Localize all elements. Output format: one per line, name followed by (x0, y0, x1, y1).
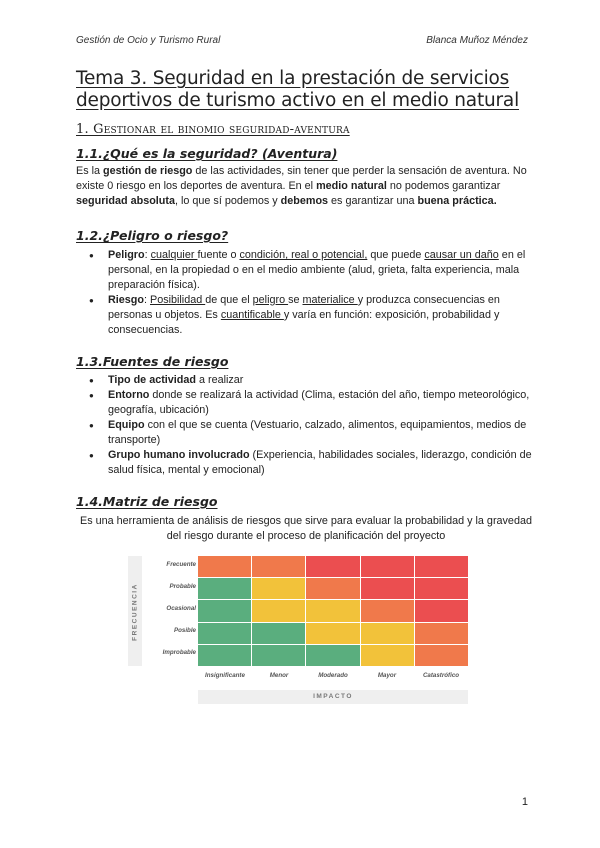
list-fuentes (76, 373, 536, 478)
list-item-fuente: ● Grupo humano involucrado (Experiencia, habilidades sociales, liderazgo, condición de salud física, mental y emocional) (76, 448, 536, 478)
matrix-cell-green (198, 600, 251, 621)
matrix-cell-green (306, 645, 359, 666)
matrix-cell-red (415, 578, 468, 599)
subheading-matriz: 1.4.Matriz de riesgo (76, 494, 218, 509)
paragraph-seguridad: Es la gestión de riesgo de las actividades, sin tener que perder la sensación de aventura. No existe 0 riesgo en los deportes de aventura. En el medio natural no podemos garantizar seguridad absoluta, lo que sí podemos y debemos es garantizar una buena práctica. (76, 165, 527, 207)
impact-axis-label: IMPACTO (313, 693, 353, 700)
row-label: Posible (173, 627, 196, 634)
list-peligro-riesgo (76, 248, 536, 338)
row-label: Probable (169, 583, 196, 590)
matrix-cell-red (306, 556, 359, 577)
document-title: Tema 3. Seguridad en la prestación de servicios deportivos de turismo activo en el medio natural (76, 68, 520, 111)
frequency-axis-label: FRECUENCIA (131, 583, 139, 641)
matrix-cell-green (198, 578, 251, 599)
matrix-cell-orange (361, 600, 414, 621)
header-course: Gestión de Ocio y Turismo Rural (76, 35, 221, 46)
matrix-cell-green (198, 623, 251, 644)
col-label: Insignificante (205, 672, 245, 679)
section-heading: 1. Gestionar el binomio seguridad-aventura (76, 122, 350, 137)
matrix-cell-orange (306, 578, 359, 599)
matrix-cell-orange (252, 556, 305, 577)
matrix-cell-green (252, 645, 305, 666)
matrix-cell-yellow (361, 645, 414, 666)
matrix-cell-orange (198, 556, 251, 577)
matrix-cell-green (198, 645, 251, 666)
matrix-cell-red (361, 556, 414, 577)
row-label: Improbable (162, 649, 196, 656)
matrix-cell-orange (415, 623, 468, 644)
list-item-fuente: ● Tipo de actividad a realizar (76, 373, 536, 388)
subheading-peligro-riesgo: 1.2.¿Peligro o riesgo? (76, 228, 229, 243)
col-label: Mayor (377, 672, 397, 679)
paragraph-matriz: Es una herramienta de análisis de riesgos que sirve para evaluar la probabilidad y la gravedad del riesgo durante el proceso de planificación del proyecto (80, 515, 532, 542)
list-item-peligro: ● Peligro: cualquier fuente o condición, real o potencial, que puede causar un daño en el personal, en la propiedad o en el medio ambiente (alud, grieta, falta experiencia, mala preparación física). (76, 248, 536, 293)
subheading-seguridad: 1.1.¿Qué es la seguridad? (Aventura) (76, 146, 338, 161)
matrix-cell-green (252, 623, 305, 644)
list-item-fuente: ● Equipo con el que se cuenta (Vestuario, calzado, alimentos, equipamientos, medios de transporte) (76, 418, 536, 448)
risk-matrix (128, 552, 468, 707)
matrix-cell-yellow (306, 600, 359, 621)
matrix-cell-yellow (252, 600, 305, 621)
list-item-riesgo: ● Riesgo: Posibilidad de que el peligro se materialice y produzca consecuencias en personas u objetos. Es cuantificable y varía en función: exposición, probabilidad y consecuencias. (76, 293, 536, 338)
matrix-cell-yellow (252, 578, 305, 599)
matrix-cell-red (415, 556, 468, 577)
col-label: Moderado (318, 672, 348, 679)
subheading-fuentes: 1.3.Fuentes de riesgo (76, 354, 229, 369)
matrix-cell-yellow (306, 623, 359, 644)
page-number: 1 (521, 796, 528, 808)
header-author: Blanca Muñoz Méndez (426, 35, 528, 46)
row-label: Frecuente (166, 561, 196, 568)
impact-axis-bar (198, 690, 468, 704)
list-item-fuente: ● Entorno donde se realizará la actividad (Clima, estación del año, tiempo meteorológico, geografía, ubicación) (76, 388, 536, 418)
col-label: Catastrófico (422, 672, 460, 679)
matrix-cell-red (361, 578, 414, 599)
matrix-grid (198, 556, 468, 666)
row-label: Ocasional (166, 605, 196, 612)
col-label: Menor (269, 672, 289, 679)
matrix-cell-yellow (361, 623, 414, 644)
matrix-cell-orange (415, 645, 468, 666)
matrix-cell-red (415, 600, 468, 621)
